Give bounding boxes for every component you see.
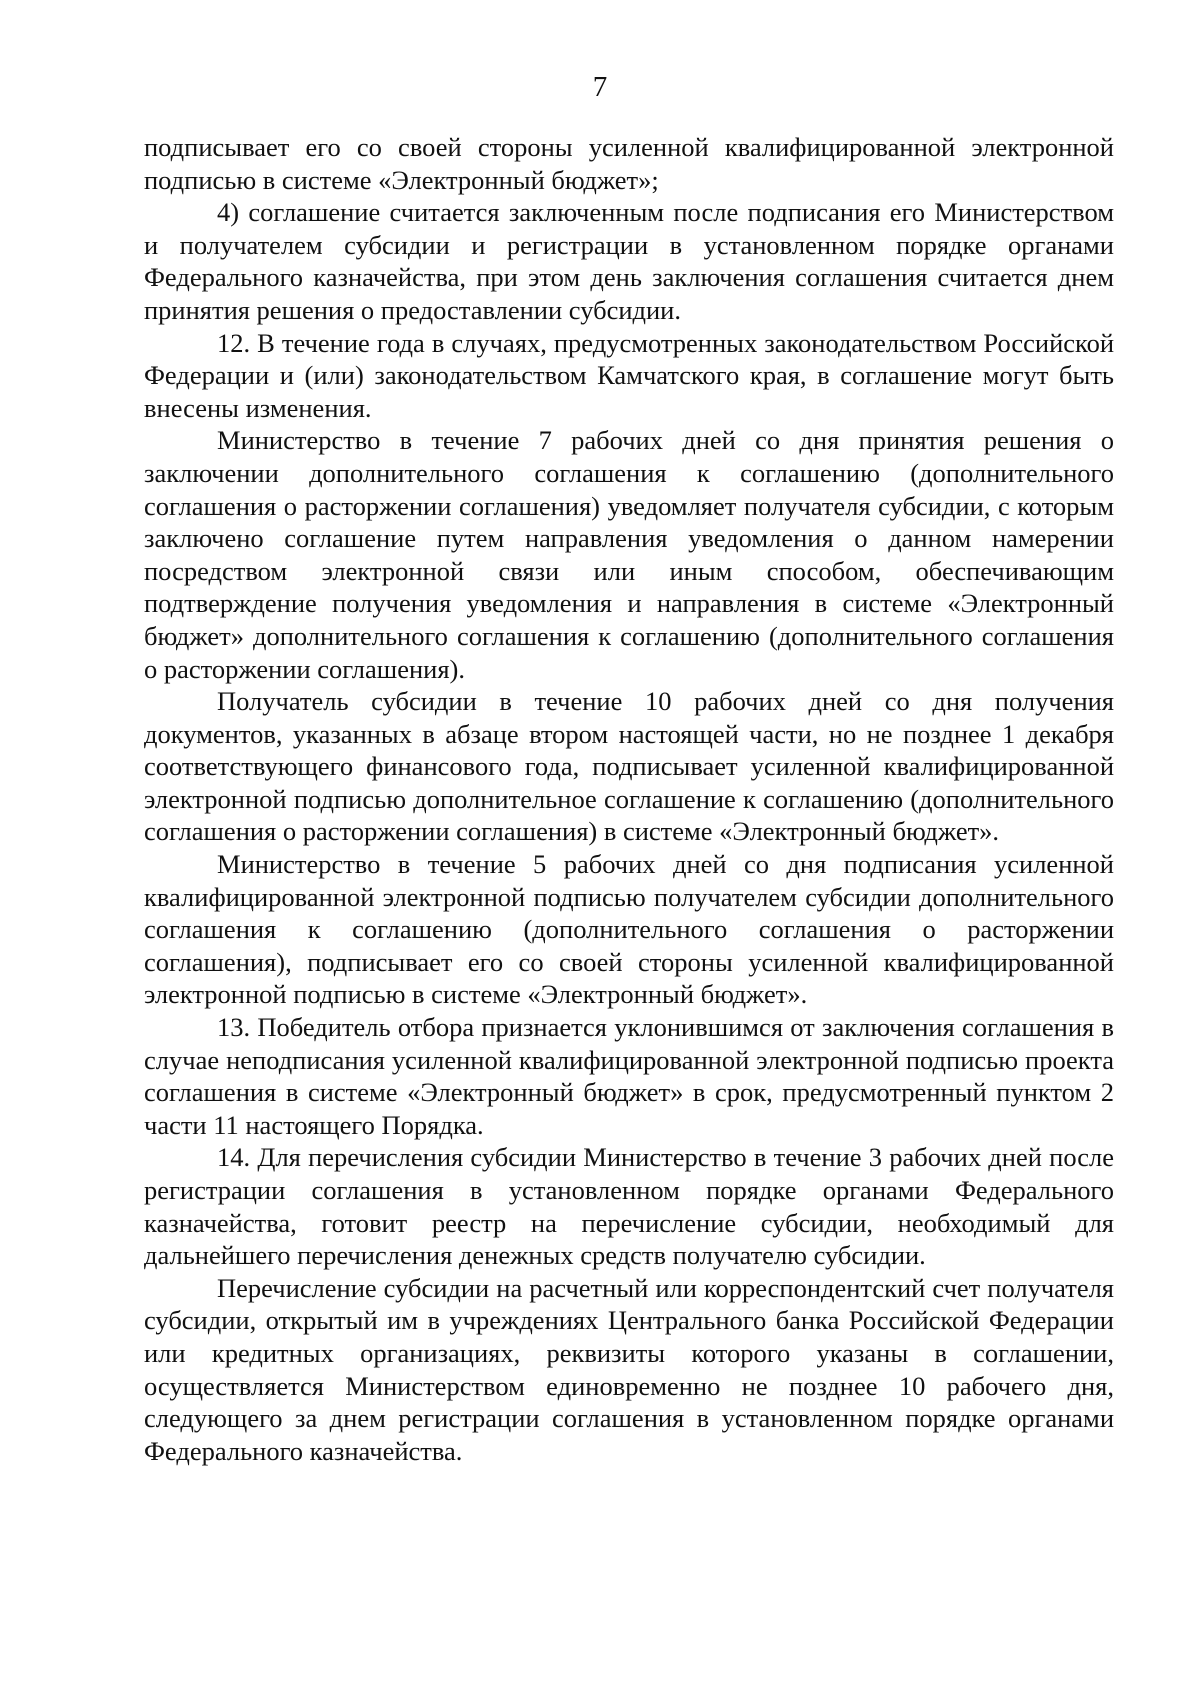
paragraph-section-12: 12. В течение года в случаях, предусмотренных законодательством Российской Федерации и (или) законодательством Камчатского края, в соглашение могут быть внесены изменения. xyxy=(144,327,1114,423)
paragraph-section-13: 13. Победитель отбора признается уклонившимся от заключения соглашения в случае неподписания усиленной квалифицированной электронной подписью проекта соглашения в системе «Электронный бюджет» в срок, предусмотренный пунктом 2 части 11 настоящего Порядка. xyxy=(144,1012,1114,1140)
paragraph-continuation: подписывает его со своей стороны усиленной квалифицированной электронной подписью в системе «Электронный бюджет»; xyxy=(144,132,1114,195)
page-number: 7 xyxy=(592,71,608,103)
paragraph-ministry-notice: Министерство в течение 7 рабочих дней со дня принятия решения о заключении дополнительного соглашения к соглашению (дополнительного соглашения о расторжении соглашения) уведомляет получателя субсидии, с которым заключено соглашение путем направления уведомления о данном намерении посредством электронной связи или иным способом, обеспечивающим подтверждение получения уведомления и направления в системе «Электронный бюджет» дополнительного соглашения к соглашению (дополнительного соглашения о расторжении соглашения). xyxy=(144,425,1114,684)
paragraph-transfer: Перечисление субсидии на расчетный или корреспондентский счет получателя субсидии, открытый им в учреждениях Центрального банка Российской Федерации или кредитных организациях, реквизиты которого указаны в соглашении, осуществляется Министерством единовременно не позднее 10 рабочего дня, следующего за днем регистрации соглашения в установленном порядке органами Федерального казначейства. xyxy=(144,1272,1114,1466)
paragraph-section-14: 14. Для перечисления субсидии Министерство в течение 3 рабочих дней после регистрации соглашения в установленном порядке органами Федерального казначейства, готовит реестр на перечисление субсидии, необходимый для дальнейшего перечисления денежных средств получателю субсидии. xyxy=(144,1142,1114,1271)
paragraph-item-4: 4) соглашение считается заключенным после подписания его Министерством и получателем субсидии и регистрации в установленном порядке органами Федерального казначейства, при этом день заключения соглашения считается днем принятия решения о предоставлении субсидии. xyxy=(144,197,1114,325)
document-body xyxy=(144,131,1114,1467)
paragraph-recipient-signing: Получатель субсидии в течение 10 рабочих дней со дня получения документов, указанных в абзаце втором настоящей части, но не позднее 1 декабря соответствующего финансового года, подписывает усиленной квалифицированной электронной подписью дополнительное соглашение к соглашению (дополнительного соглашения о расторжении соглашения) в системе «Электронный бюджет». xyxy=(144,686,1114,847)
paragraph-ministry-signing: Министерство в течение 5 рабочих дней со дня подписания усиленной квалифицированной электронной подписью получателем субсидии дополнительного соглашения к соглашению (дополнительного соглашения о расторжении соглашения), подписывает его со своей стороны усиленной квалифицированной электронной подписью в системе «Электронный бюджет». xyxy=(144,849,1114,1010)
